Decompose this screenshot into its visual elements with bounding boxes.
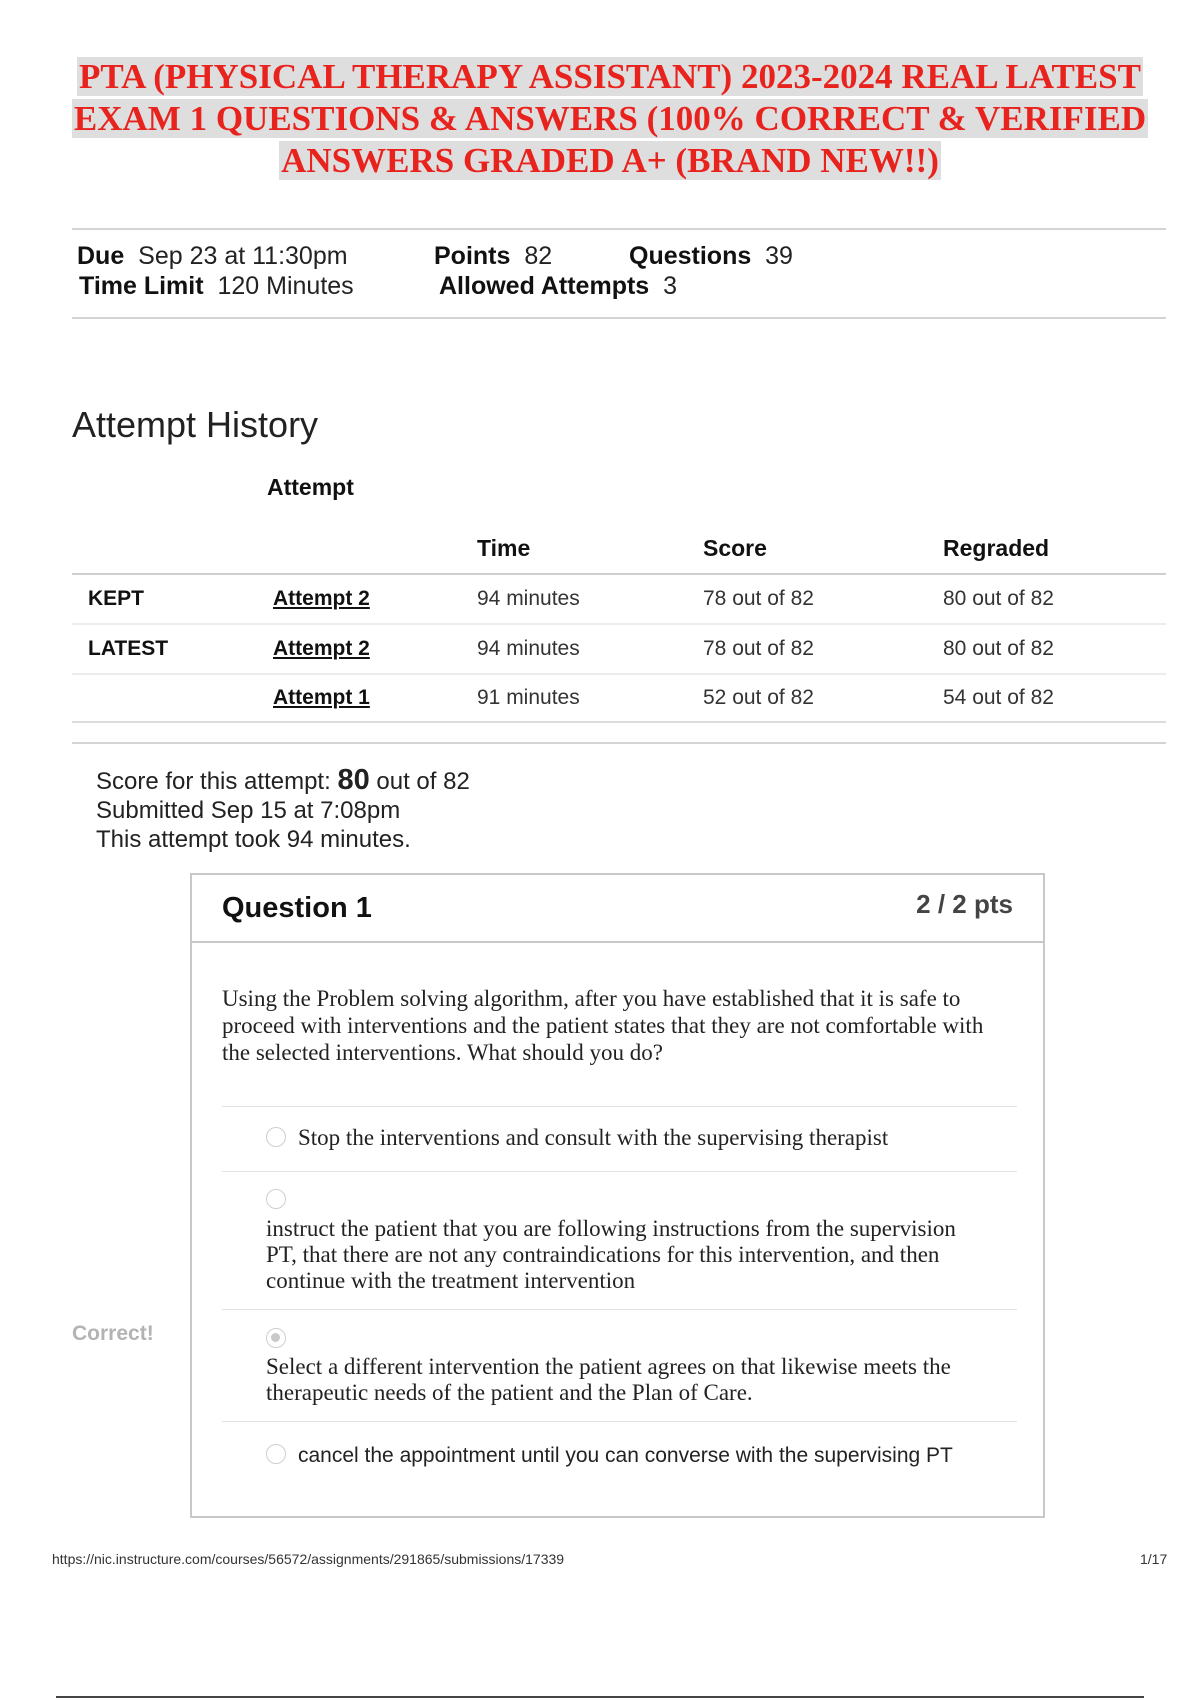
questions-info (629, 241, 793, 271)
score-value: 80 (337, 764, 370, 796)
score-column-header: Score (703, 535, 767, 561)
attempt-history-table (72, 474, 1166, 723)
question-text: Using the Problem solving algorithm, after you have established that it is safe to proceed with interventions and the patient states that they are not comfortable with the selected interventions. What should you do? (222, 986, 984, 1065)
attempt-time: 94 minutes (477, 587, 580, 610)
points-info (434, 241, 552, 271)
page-url: https://nic.instructure.com/courses/56572/assignments/291865/submissions/17339 (52, 1551, 565, 1567)
row-label (72, 674, 267, 722)
allowed-attempts-value: 3 (663, 272, 678, 300)
attempt-header-row (72, 474, 1166, 524)
questions-value: 39 (765, 242, 793, 270)
history-bottom-divider (72, 742, 1166, 744)
answer-option-2[interactable]: instruct the patient that you are following instructions from the supervision PT, that there are not any contraindications for this intervention, and then continue with the treatment intervention (266, 1216, 956, 1293)
attempt-time: 94 minutes (477, 637, 580, 660)
row-label: KEPT (88, 587, 145, 610)
details-bottom-divider (72, 317, 1166, 319)
due-info (77, 241, 348, 271)
attempt-link[interactable]: Attempt 1 (273, 686, 370, 709)
attempt-summary (96, 766, 470, 854)
attempt-score: 52 out of 82 (703, 686, 814, 709)
attempt-regraded-score: 80 out of 82 (943, 637, 1054, 660)
answer-option-3[interactable]: Select a different intervention the patient agrees on that likewise meets the therapeutic needs of the patient and the Plan of Care. (266, 1354, 951, 1405)
title-line-2: EXAM 1 QUESTIONS & ANSWERS (100% CORRECT & VERIFIED (73, 99, 1147, 138)
questions-label: Questions (629, 242, 752, 270)
question-title: Question 1 (222, 891, 372, 924)
allowed-attempts-info (439, 271, 677, 301)
table-row (72, 674, 1166, 722)
submitted-line: Submitted Sep 15 at 7:08pm (96, 797, 401, 824)
correct-answer-label: Correct! (72, 1322, 154, 1345)
attempt-score-line (96, 766, 470, 796)
attempt-link[interactable]: Attempt 2 (273, 587, 370, 610)
time-limit-label: Time Limit (79, 272, 204, 300)
answer-divider (222, 1106, 1017, 1107)
answer-option-1[interactable]: Stop the interventions and consult with the supervising therapist (298, 1125, 889, 1150)
attempt-time: 91 minutes (477, 686, 580, 709)
bottom-rule (56, 1696, 1144, 1698)
details-top-divider (72, 228, 1166, 230)
answer-option-4[interactable]: cancel the appointment until you can converse with the supervising PT (298, 1444, 953, 1467)
answer-radio-3-selected[interactable] (266, 1328, 286, 1348)
time-column-header: Time (477, 535, 531, 561)
question-header (192, 875, 1043, 943)
question-points: 2 / 2 pts (916, 888, 1013, 919)
attempt-column-header: Attempt (267, 474, 354, 500)
points-value: 82 (524, 242, 553, 270)
attempt-link[interactable]: Attempt 2 (273, 637, 370, 660)
answer-radio-2[interactable] (266, 1189, 286, 1209)
due-value: Sep 23 at 11:30pm (138, 242, 348, 270)
allowed-attempts-label: Allowed Attempts (439, 272, 650, 300)
title-line-1: PTA (PHYSICAL THERAPY ASSISTANT) 2023-2024 REAL LATEST (79, 57, 1141, 96)
page-number: 1/17 (1140, 1551, 1168, 1567)
table-row (72, 574, 1166, 624)
answer-divider (222, 1421, 1017, 1422)
score-suffix: out of 82 (376, 768, 470, 795)
answer-divider (222, 1309, 1017, 1310)
attempt-regraded-score: 54 out of 82 (943, 686, 1054, 709)
answer-radio-1[interactable] (266, 1127, 286, 1147)
answer-radio-4[interactable] (266, 1444, 286, 1464)
due-label: Due (77, 242, 125, 270)
attempt-score: 78 out of 82 (703, 587, 814, 610)
row-label: LATEST (88, 637, 169, 660)
regraded-column-header: Regraded (943, 535, 1050, 561)
attempt-regraded-score: 80 out of 82 (943, 587, 1054, 610)
points-label: Points (434, 242, 511, 270)
title-line-3: ANSWERS GRADED A+ (BRAND NEW!!) (281, 141, 939, 180)
question-card (190, 873, 1045, 1518)
history-header-row (72, 524, 1166, 574)
duration-line: This attempt took 94 minutes. (96, 826, 411, 853)
time-limit-value: 120 Minutes (217, 272, 354, 300)
time-limit-info (79, 271, 354, 301)
attempt-history-title: Attempt History (72, 404, 319, 445)
attempt-score: 78 out of 82 (703, 637, 814, 660)
table-row (72, 624, 1166, 674)
score-prefix: Score for this attempt: (96, 768, 331, 795)
answer-divider (222, 1171, 1017, 1172)
document-title (40, 56, 1180, 182)
